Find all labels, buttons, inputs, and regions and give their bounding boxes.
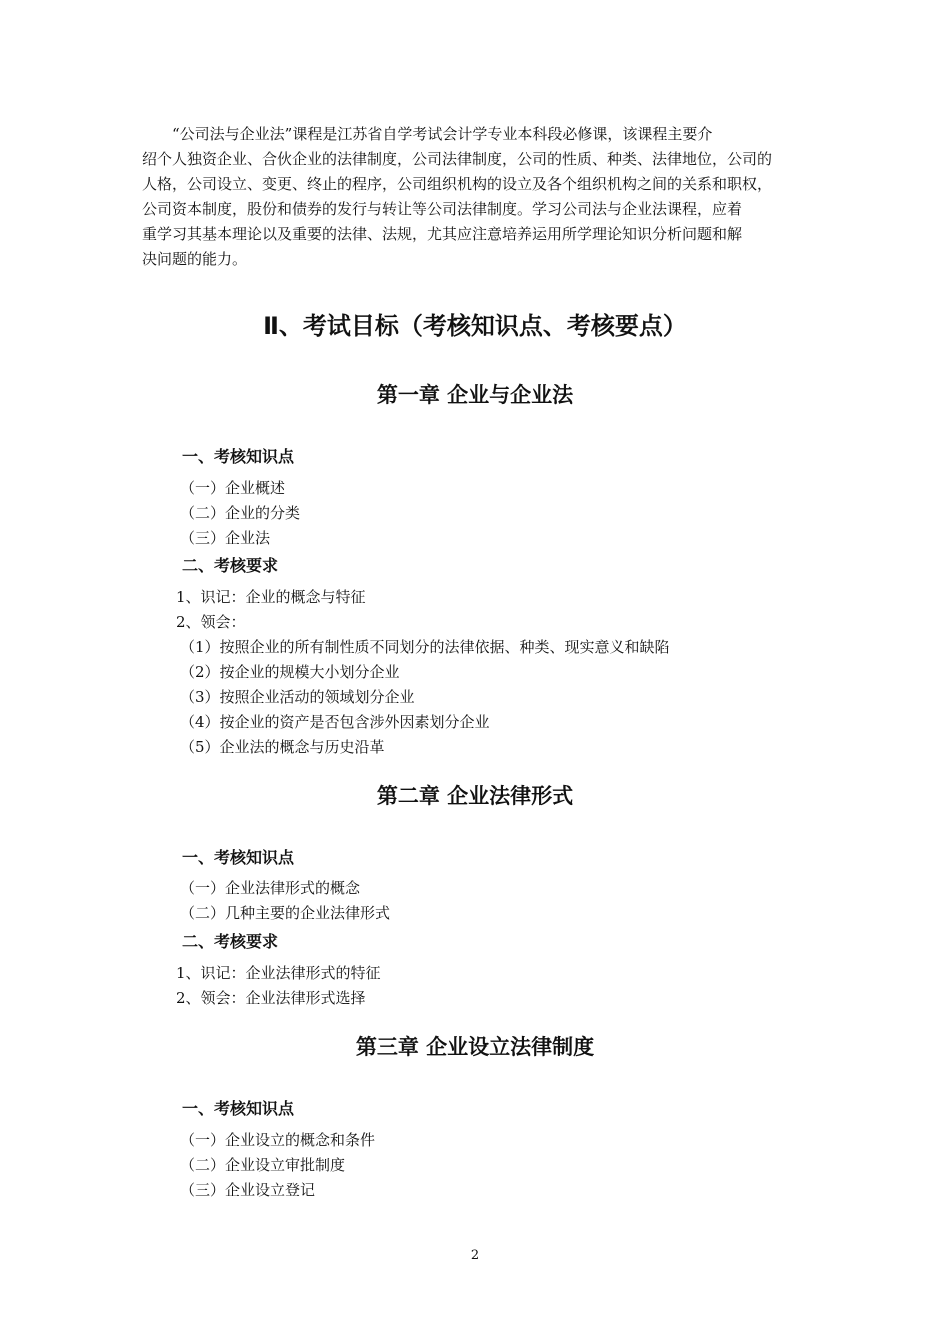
intro-line: 决问题的能力。 [142,250,248,268]
page-number: 2 [470,1248,480,1263]
knowledge-item: （二）几种主要的企业法律形式 [180,904,391,922]
requirement-item: （2）按企业的规模大小划分企业 [180,663,400,681]
intro-line: “公司法与企业法”课程是江苏省自学考试会计学专业本科段必修课，该课程主要介 [172,125,713,143]
knowledge-item: （三）企业设立登记 [180,1181,316,1199]
knowledge-item: （二）企业的分类 [180,504,301,522]
intro-paragraph [142,122,818,272]
requirement-heading: 二、考核要求 [182,556,279,575]
requirement-item: （5）企业法的概念与历史沿革 [180,738,385,756]
requirement-item: 2、领会：企业法律形式选择 [176,989,366,1007]
requirement-item: （3）按照企业活动的领域划分企业 [180,688,415,706]
chapter-title: 第三章 企业设立法律制度 [355,1035,595,1059]
knowledge-item: （一）企业概述 [180,479,286,497]
chapter-title: 第二章 企业法律形式 [376,784,574,808]
requirement-item: （4）按企业的资产是否包含涉外因素划分企业 [180,713,490,731]
chapter-title: 第一章 企业与企业法 [376,383,574,407]
knowledge-item: （一）企业设立的概念和条件 [180,1131,376,1149]
requirement-item: 1、识记：企业的概念与特征 [176,588,366,606]
intro-line: 绍个人独资企业、合伙企业的法律制度，公司法律制度，公司的性质、种类、法律地位，公司的 [142,150,773,168]
knowledge-heading: 一、考核知识点 [182,447,295,466]
knowledge-heading: 一、考核知识点 [182,1099,295,1118]
intro-line: 公司资本制度，股份和债券的发行与转让等公司法律制度。学习公司法与企业法课程，应着 [142,200,743,218]
requirement-item: 1、识记：企业法律形式的特征 [176,964,381,982]
knowledge-item: （二）企业设立审批制度 [180,1156,346,1174]
section-title: Ⅱ、考试目标（考核知识点、考核要点） [263,312,687,340]
requirement-item: 2、领会： [176,613,246,631]
knowledge-item: （一）企业法律形式的概念 [180,879,361,897]
knowledge-heading: 一、考核知识点 [182,848,295,867]
requirement-heading: 二、考核要求 [182,932,279,951]
requirement-item: （1）按照企业的所有制性质不同划分的法律依据、种类、现实意义和缺陷 [180,638,670,656]
intro-line: 人格，公司设立、变更、终止的程序，公司组织机构的设立及各个组织机构之间的关系和职权， [142,175,773,193]
intro-line: 重学习其基本理论以及重要的法律、法规，尤其应注意培养运用所学理论知识分析问题和解 [142,225,743,243]
knowledge-item: （三）企业法 [180,529,271,547]
